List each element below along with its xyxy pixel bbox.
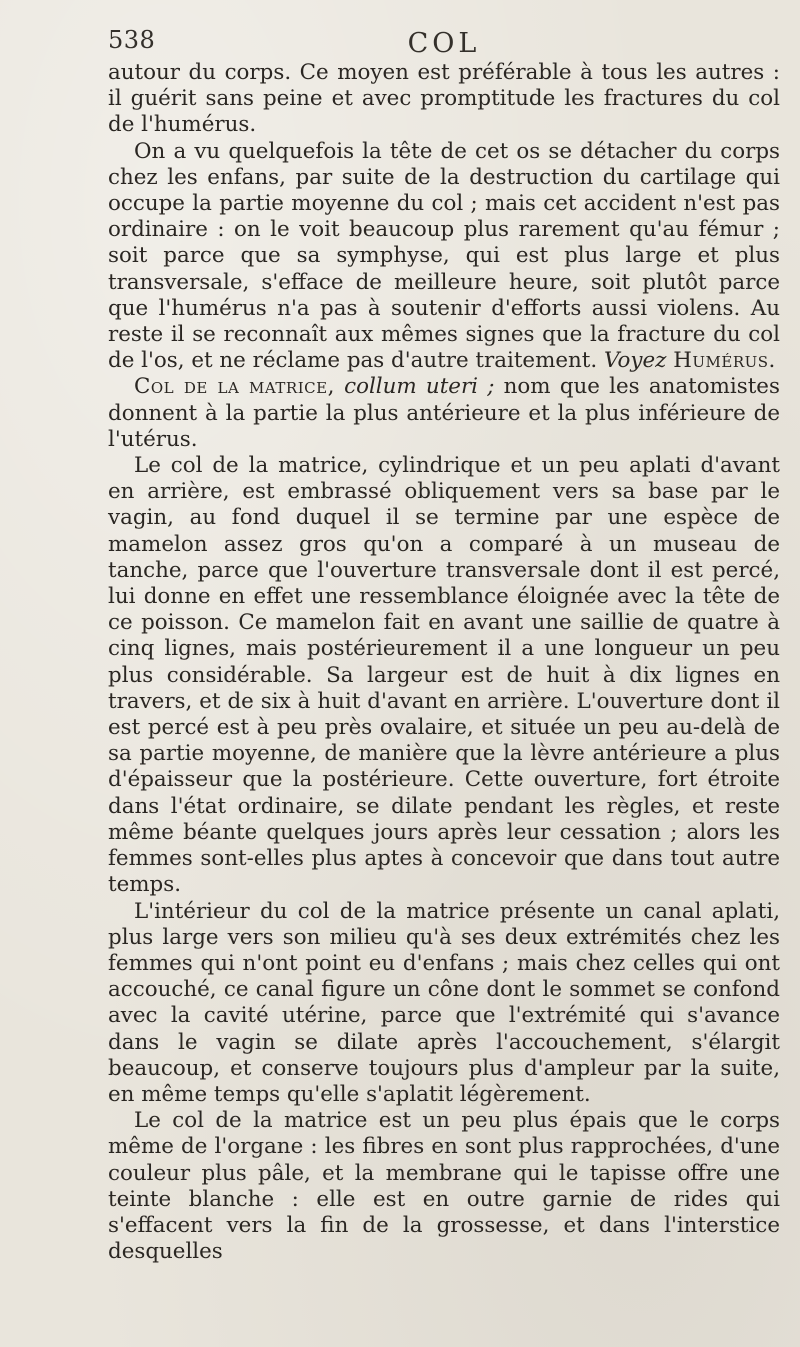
page-number: 538 xyxy=(108,26,156,54)
paragraph-text: On a vu quelquefois la tête de cet os se détacher du corps chez les enfans, par suite de la destruction du cartilage qui occupe la partie moyenne du col ; mais cet accident n'est pas ordinaire : on le voit beaucoup plus rarement qu'au fémur ; soit parce que sa symphyse, qui est plus large et plus transversale, s'efface de meilleure heure, soit plutôt parce que l'humérus n'a pas à soutenir d'efforts aussi violens. Au reste il se reconnaît aux mêmes signes que la fracture du col de l'os, et ne réclame pas d'autre traitement. xyxy=(108,138,780,374)
paragraph-text: Le col de la matrice, cylindrique et un peu aplati d'avant en arrière, est embrassé obliquement vers sa base par le vagin, au fond duquel il se termine par une espèce de mamelon assez gros qu'on a comparé à un museau de tanche, parce que l'ouverture transversale dont il est percé, lui donne en effet une ressemblance éloignée avec la tête de ce poisson. Ce mamelon fait en avant une saillie de quatre à cinq lignes, mais postérieurement il a une longueur un peu plus considérable. Sa largeur est de huit à dix lignes en travers, et de six à huit d'avant en arrière. L'ouverture dont il est percé est à peu près ovalaire, et située un peu au-delà de sa partie moyenne, de manière que la lèvre antérieure a plus d'épaisseur que la postérieure. Cette ouverture, fort étroite dans l'état ordinaire, se dilate pendant les règles, et reste même béante quelques jours après leur cessation ; alors les femmes sont-elles plus aptes à concevoir que dans tout autre temps. xyxy=(108,453,780,898)
paragraph-thickness xyxy=(108,1108,780,1265)
paragraph-text: L'intérieur du col de la matrice présente un canal aplati, plus large vers son milieu qu'à ses deux extrémités chez les femmes qui n'ont point eu d'enfans ; mais chez celles qui ont accouché, ce canal figure un cône dont le sommet se confond avec la cavité utérine, parce que l'extrémité qui s'avance dans le vagin se dilate après l'accouchement, s'élargit beaucoup, et conserve toujours plus d'ampleur par la suite, en même temps qu'elle s'aplatit légèrement. xyxy=(108,898,780,1107)
paragraph-interior xyxy=(108,899,780,1109)
paragraph-entry-col-de-la-matrice xyxy=(108,374,780,453)
paragraph-text: autour du corps. Ce moyen est préférable à tous les autres : il guérit sans peine et avec promptitude les fractures du col de l'humérus. xyxy=(108,60,780,138)
paragraph-text: Le col de la matrice est un peu plus épais que le corps même de l'organe : les fibres en sont plus rapprochées, d'une couleur plus pâle, et la membrane qui le tapisse offre une teinte blanche : elle est en outre garnie de rides qui s'effacent vers la fin de la grossesse, et dans l'interstice desquelles xyxy=(108,1108,780,1265)
paragraph-humerus-epiphysis xyxy=(108,139,780,375)
see-label: Voyez xyxy=(604,348,667,374)
text-block xyxy=(108,60,780,1265)
paragraph-text: nom que les anatomistes donnent à la partie la plus antérieure et la plus inférieure de l'utérus. xyxy=(108,374,780,452)
cross-reference: Humérus. xyxy=(673,348,776,374)
entry-term: Col de la matrice, xyxy=(134,374,335,400)
latin-term: collum uteri ; xyxy=(344,374,495,400)
paragraph-description xyxy=(108,453,780,898)
paragraph-continuation xyxy=(108,60,780,139)
running-head xyxy=(108,22,780,62)
running-title: COL xyxy=(407,28,481,59)
